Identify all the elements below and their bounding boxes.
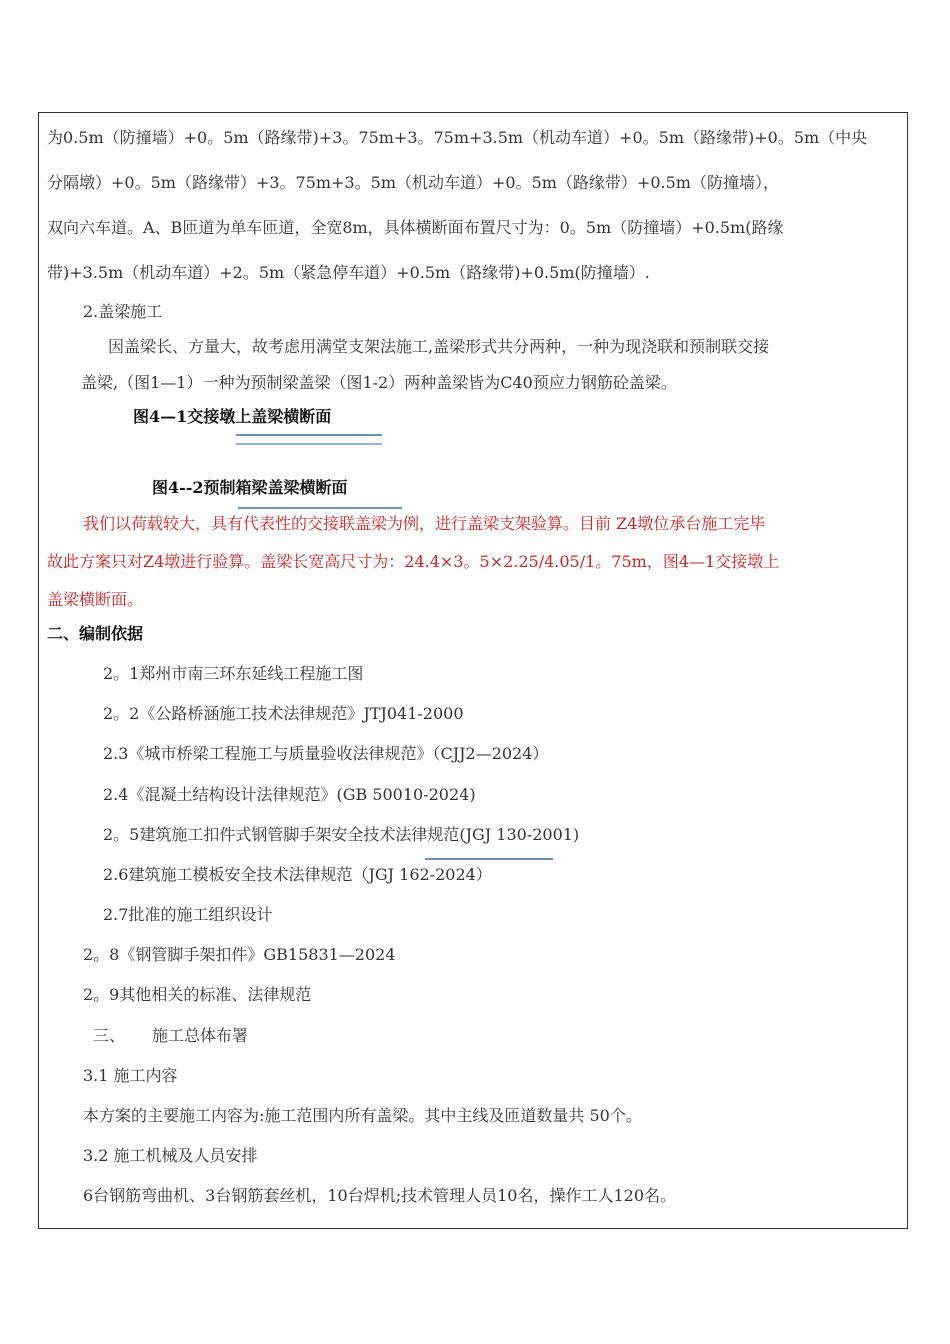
- basis-item: 2.6建筑施工模板安全技术法律规范（JGJ 162-2024）: [103, 865, 492, 884]
- red-note-line-1: 我们以荷载较大，具有代表性的交接联盖梁为例，进行盖梁支架验算。目前 Z4墩位承台施工完毕: [83, 514, 766, 533]
- basis-item: 2。2《公路桥涵施工技术法律规范》JTJ041-2000: [103, 704, 464, 723]
- machine-title: 3.2 施工机械及人员安排: [83, 1146, 258, 1165]
- caption-underline: [236, 434, 382, 436]
- capbeam-para-line-2: 盖梁,（图1—1）一种为预制梁盖梁（图1-2）两种盖梁皆为C40预应力钢筋砼盖梁。: [81, 373, 677, 392]
- deploy-heading: 施工总体布署: [152, 1026, 249, 1045]
- basis-item: 2。5建筑施工扣件式钢管脚手架安全技术法律规范(JGJ 130-2001): [103, 825, 580, 844]
- deploy-heading-number: 三、: [93, 1026, 126, 1045]
- red-note-line-2: 故此方案只对Z4墩进行验算。盖梁长宽高尺寸为：24.4×3。5×2.25/4.05/1。75m，图4—1交接墩上: [47, 552, 780, 571]
- basis-item: 2。9其他相关的标准、法律规范: [83, 985, 312, 1004]
- content-title: 3.1 施工内容: [83, 1066, 178, 1085]
- basis-item: 2。1郑州市南三环东延线工程施工图: [103, 664, 364, 683]
- intro-line-4: 带)+3.5m（机动车道）+2。5m（紧急停车道）+0.5m（路缘带)+0.5m(防撞墙）.: [47, 263, 650, 282]
- content-text: 本方案的主要施工内容为:施工范围内所有盖梁。其中主线及匝道数量共 50个。: [83, 1106, 642, 1125]
- basis-item: 2。8《钢管脚手架扣件》GB15831—2024: [83, 945, 396, 964]
- red-note-line-3: 盖梁横断面。: [47, 590, 144, 609]
- intro-line-1: 为0.5m（防撞墙）+0。5m（路缘带)+3。75m+3。75m+3.5m（机动车道）+0。5m（路缘带)+0。5m（中央: [47, 128, 868, 147]
- intro-line-2: 分隔墩）+0。5m（路缘带）+3。75m+3。5m（机动车道）+0。5m（路缘带）+0.5m（防撞墙），: [47, 173, 779, 192]
- figure-caption-2: 图4--2预制箱梁盖梁横断面: [152, 478, 348, 497]
- intro-line-3: 双向六车道。A、B匝道为单车匝道，全宽8m，具体横断面布置尺寸为：0。5m（防撞墙）+0.5m(路缘: [47, 218, 784, 237]
- basis-item: 2.3《城市桥梁工程施工与质量验收法律规范》（CJJ2—2024）: [103, 744, 549, 763]
- basis-item: 2.7批准的施工组织设计: [103, 905, 273, 924]
- item-underline: [425, 858, 553, 860]
- capbeam-heading: 2.盖梁施工: [83, 302, 163, 321]
- basis-item: 2.4《混凝土结构设计法律规范》(GB 50010-2024): [103, 785, 476, 804]
- machine-text: 6台钢筋弯曲机、3台钢筋套丝机，10台焊机;技术管理人员10名，操作工人120名。: [83, 1186, 677, 1205]
- figure-caption-1: 图4—1交接墩上盖梁横断面: [133, 407, 332, 426]
- caption-underline: [238, 507, 402, 509]
- capbeam-para-line-1: 因盖梁长、方量大，故考虑用满堂支架法施工,盖梁形式共分两种，一种为现浇联和预制联交接: [108, 337, 770, 356]
- basis-heading: 二、编制依据: [47, 624, 144, 643]
- caption-underline: [236, 443, 382, 445]
